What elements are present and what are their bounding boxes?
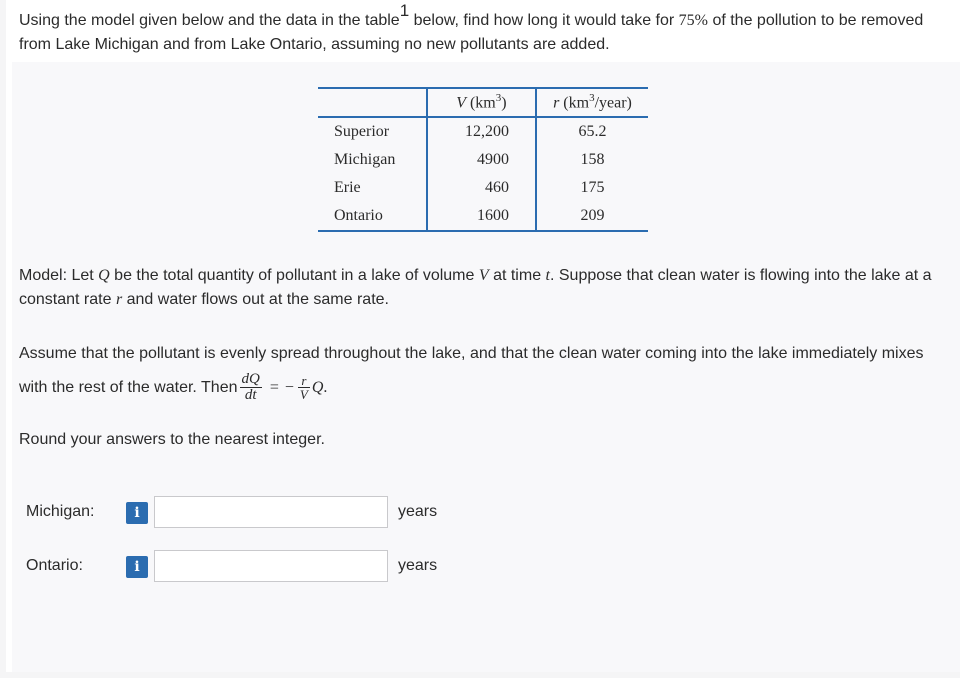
info-icon[interactable]: i bbox=[126, 556, 148, 578]
lake-rate: 175 bbox=[580, 179, 605, 196]
lake-rate: 158 bbox=[580, 151, 605, 168]
lake-volume: 4900 bbox=[427, 146, 536, 174]
lake-name: Michigan bbox=[318, 146, 427, 174]
table-row bbox=[318, 174, 648, 202]
quantity-symbol: Q bbox=[311, 379, 324, 396]
answer-label: Michigan: bbox=[26, 503, 95, 520]
unit-label: years bbox=[398, 557, 438, 574]
table-header-lake bbox=[318, 88, 427, 117]
intro-text-after: of the pollution to be removed from Lake Michigan and from Lake Ontario, assuming no new pollutants are added. bbox=[19, 12, 924, 53]
footnote-link[interactable]: 1 bbox=[399, 0, 410, 20]
lake-data-table bbox=[318, 87, 648, 232]
model-paragraph: Model: Let Q be the total quantity of pollutant in a lake of volume V at time t. Suppose that clean water is flowing into the lake at a constant rate r and water flows out at the same rate. bbox=[19, 267, 932, 308]
table-row bbox=[318, 146, 648, 174]
lake-rate: 65.2 bbox=[578, 123, 607, 140]
lake-volume: 460 bbox=[427, 174, 536, 202]
answer-row-ontario bbox=[26, 550, 486, 584]
rounding-instruction: Round your answers to the nearest integer. bbox=[19, 431, 325, 448]
lake-name: Erie bbox=[318, 174, 427, 202]
table-header-volume: V $(km^3)$ bbox=[427, 88, 536, 117]
lake-volume: 12,200 bbox=[427, 117, 536, 146]
unit-label: years bbox=[398, 503, 438, 520]
table-row bbox=[318, 202, 648, 231]
assumption-paragraph: Assume that the pollutant is evenly spread throughout the lake, and that the clean water coming into the lake immediately mixes with the rest of the water. Then $\frac{dQ}{dt}$ = − $\frac{r}{V}$ Q. bbox=[19, 345, 924, 404]
michigan-answer-input[interactable] bbox=[154, 496, 388, 528]
question-intro bbox=[19, 0, 954, 57]
lake-volume: 1600 bbox=[427, 202, 536, 231]
equals-sign: = bbox=[269, 379, 279, 396]
lake-name: Ontario bbox=[318, 202, 427, 231]
intro-text-before: Using the model given below and the data in the table bbox=[19, 12, 400, 29]
rate-volume-fraction: $\frac{r}{V}$ bbox=[299, 373, 308, 403]
table-header-row bbox=[318, 88, 648, 117]
intro-text-middle: below, find how long it would take for bbox=[409, 12, 679, 29]
answer-label: Ontario: bbox=[26, 557, 83, 574]
answer-row-michigan bbox=[26, 496, 486, 530]
minus-sign: − bbox=[284, 379, 294, 396]
table-header-rate: r $(km^3/year)$ bbox=[553, 92, 632, 112]
assumption-text: Assume that the pollutant is evenly spread throughout the lake, and that the clean water coming into the lake immediately mixes with the rest of the water. Then bbox=[19, 345, 924, 396]
ontario-answer-input[interactable] bbox=[154, 550, 388, 582]
lake-name: Superior bbox=[318, 117, 427, 146]
info-icon[interactable]: i bbox=[126, 502, 148, 524]
table-row bbox=[318, 117, 648, 146]
derivative-fraction: $\frac{dQ}{dt}$ bbox=[241, 371, 260, 404]
lake-rate: 209 bbox=[580, 207, 605, 224]
intro-percent: 75% bbox=[678, 12, 708, 29]
